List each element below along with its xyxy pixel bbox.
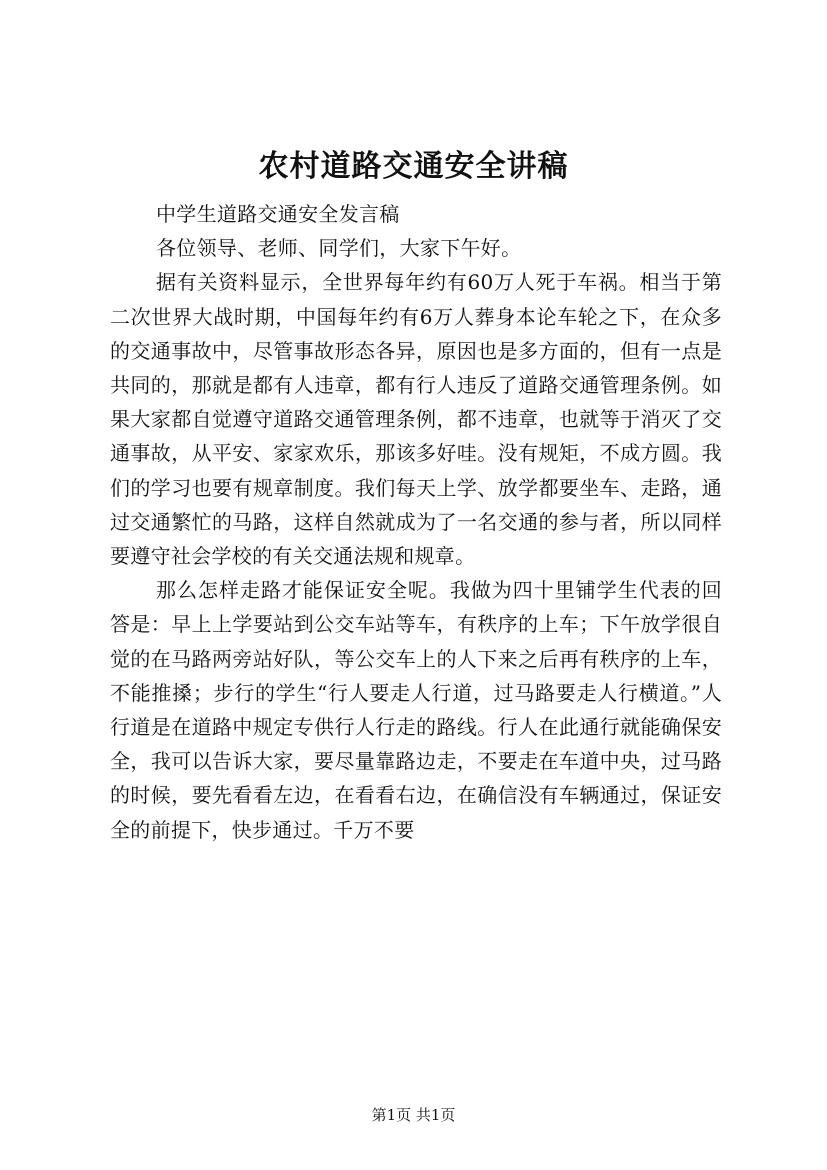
document-title: 农村道路交通安全讲稿: [258, 149, 569, 184]
document-body: [110, 197, 722, 847]
page-footer: 第1页 共1页: [371, 1106, 456, 1124]
paragraph-safety-advice: 那么怎样走路才能保证安全呢。我做为四十里铺学生代表的回答是：早上上学要站到公交车站等车，有秩序的上车；下午放学很自觉的在马路两旁站好队，等公交车上的人下来之后再有秩序的上车，不能推搡；步行的学生“行人要走人行道，过马路要走人行横道。”人行道是在道路中规定专供行人行走的路线。行人在此通行就能确保安全，我可以告诉大家，要尽量靠路边走，不要走在车道中央，过马路的时候，要先看看左边，在看看右边，在确信没有车辆通过，保证安全的前提下，快步通过。千万不要: [110, 578, 722, 842]
paragraph-greeting: 各位领导、老师、同学们，大家下午好。: [156, 236, 522, 261]
paragraph-statistics: 据有关资料显示，全世界每年约有60万人死于车祸。相当于第二次世界大战时期，中国每年约有6万人葬身本论车轮之下，在众多的交通事故中，尽管事故形态各异，原因也是多方面的，但有一点是共同的，那就是都有人违章，都有行人违反了道路交通管理条例。如果大家都自觉遵守道路交通管理条例，都不违章，也就等于消灭了交通事故，从平安、家家欢乐，那该多好哇。没有规矩，不成方圆。我们的学习也要有规章制度。我们每天上学、放学都要坐车、走路，通过交通繁忙的马路，这样自然就成为了一名交通的参与者，所以同样要遵守社会学校的有关交通法规和规章。: [110, 270, 722, 569]
paragraph-subtitle: 中学生道路交通安全发言稿: [156, 202, 400, 226]
